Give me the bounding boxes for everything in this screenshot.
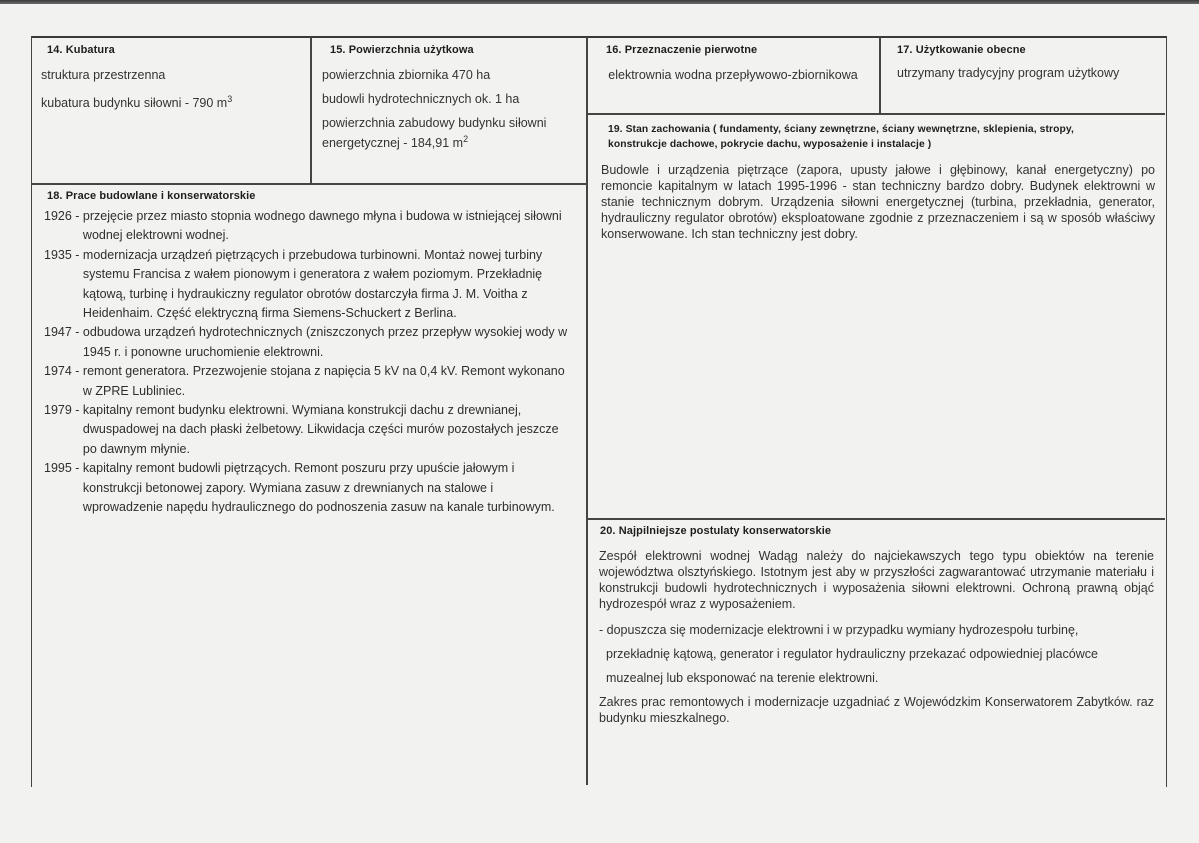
section-15-line3: powierzchnia zabudowy budynku siłowni energetycznej - 184,91 m [322,116,547,151]
work-entry [44,401,574,459]
section-14-line2-sup: 3 [227,94,233,104]
section-18-list [44,207,574,518]
work-entry-text: przejęcie przez miasto stopnia wodnego dawnego młyna i budowa w istniejącej siłowni wodnej elektrowni wodnej. [82,209,562,243]
section-14-line1: struktura przestrzenna [41,68,166,82]
section-20-para2: Zakres prac remontowych i modernizacje uzgadniać z Wojewódzkim Konserwatorem Zabytków. raz budynku mieszkalnego. [599,695,1154,725]
divider-h-left-top [31,183,587,185]
work-entry-text: modernizacja urządzeń piętrzących i przebudowa turbinowni. Montaż nowej turbiny systemu Francisa z wałem pionowym i generatora z wałem poziomym. Przekładnię kątową, turbinę i hydraukiczny regulator obrotów dostarczyła firma J. M. Voitha z Heidenhaim. Część elektryczną firma Siemens-Schuckert z Berlina. [82,247,543,321]
section-19-text: Budowle i urządzenia piętrzące (zapora, upusty jałowe i głębinowy, kanał energetyczny) po remoncie kapitalnym w latach 1995-1996 - stan techniczny bardzo dobry. Budynek elektrowni w stanie technicznym dobrym. Urządzenia siłowni energetycznej (turbina, przekładnia, generator, hydrauliczny regulator obrotów) eksploatowane zgodnie z przeznaczeniem i są w sposób właściwy konserwowane. Ich stan techniczny jest dobry. [601,163,1155,241]
work-entry-text: odbudowa urządzeń hydrotechnicznych (zniszczonych przez przepływ wysokiej wody w 1945 r. i ponowne uruchomienie elektrowni. [82,325,568,359]
section-14-line2-wrap [41,90,232,113]
work-entry [44,362,574,401]
section-16-text: elektrownia wodna przepływowo-zbiornikowa [608,68,858,82]
section-17-text: utrzymany tradycyjny program użytkowy [897,66,1120,80]
divider-v-16-17 [879,37,881,114]
work-entry [44,246,574,324]
section-19-heading-line1: 19. Stan zachowania ( fundamenty, ściany zewnętrzne, ściany wewnętrzne, sklepienia, stropy, [608,124,1074,135]
section-14-line2: kubatura budynku siłowni - 790 m [41,96,228,111]
divider-h-right-mid [587,518,1165,520]
section-20-bullet3: muzealnej lub eksponować na terenie elektrowni. [606,671,879,685]
section-14-heading: 14. Kubatura [47,44,115,56]
work-entry-year: 1947 - [44,325,83,340]
section-15-line3-sup: 2 [463,134,469,144]
section-20-para1: Zespół elektrowni wodnej Wadąg należy do najciekawszych tego typu obiektów na terenie województwa olsztyńskiego. Istotnym jest aby w przyszłości zagwarantować utrzymanie materiału i konstrukcji budowli hydrotechnicznych i wyposażenia siłowni elektrowni. Ochroną prawną objąć hydrozespół wraz z wyposażeniem. [599,549,1154,611]
section-15-line1: powierzchnia zbiornika 470 ha [322,68,491,82]
section-20-bullet2: przekładnię kątową, generator i regulator hydrauliczny przekazać odpowiedniej placówce [606,647,1098,661]
work-entry-year: 1935 - [44,247,83,262]
work-entry-year: 1926 - [44,209,83,223]
section-15-line2: budowli hydrotechnicznych ok. 1 ha [322,92,520,106]
work-entry-year: 1979 - [44,403,83,418]
divider-v-main [586,37,588,785]
work-entry [44,207,574,246]
section-16-heading: 16. Przeznaczenie pierwotne [606,44,758,56]
section-17-heading: 17. Użytkowanie obecne [897,44,1026,56]
work-entry-year: 1995 - [44,461,83,476]
divider-h-right-top [587,113,1165,115]
section-15-heading: 15. Powierzchnia użytkowa [330,44,474,56]
work-entry [44,459,574,517]
section-20-bullet1: - dopuszcza się modernizacje elektrowni i w przypadku wymiany hydrozespołu turbinę, [599,623,1079,637]
work-entry-year: 1974 - [44,364,83,379]
work-entry-text: kapitalny remont budowli piętrzących. Remont poszuru przy upuście jałowym i konstrukcji betonowej zapory. Wymiana zasuw z drewnianych na stalowe i wprowadzenie napędu hydraulicznego do podnoszenia zasuw na kanale turbinowym. [82,461,555,515]
work-entry-text: kapitalny remont budynku elektrowni. Wymiana konstrukcji dachu z drewnianej, dwuspadowej na dach płaski żelbetowy. Likwidacja części murów pozostałych jeszcze po dawnym młynie. [82,403,559,456]
section-20-heading: 20. Najpilniejsze postulaty konserwatorskie [600,525,832,537]
divider-v-14-15 [310,37,312,184]
section-18-heading: 18. Prace budowlane i konserwatorskie [47,190,256,202]
scan-top-edge [0,0,1199,4]
work-entry [44,323,574,362]
section-19-heading-line2: konstrukcje dachowe, pokrycie dachu, wyposażenie i instalacje ) [608,139,932,150]
work-entry-text: remont generatora. Przezwojenie stojana z napięcia 5 kV na 0,4 kV. Remont wykonano w ZPRE Lubliniec. [82,364,565,398]
section-15-line3-wrap [322,115,577,151]
